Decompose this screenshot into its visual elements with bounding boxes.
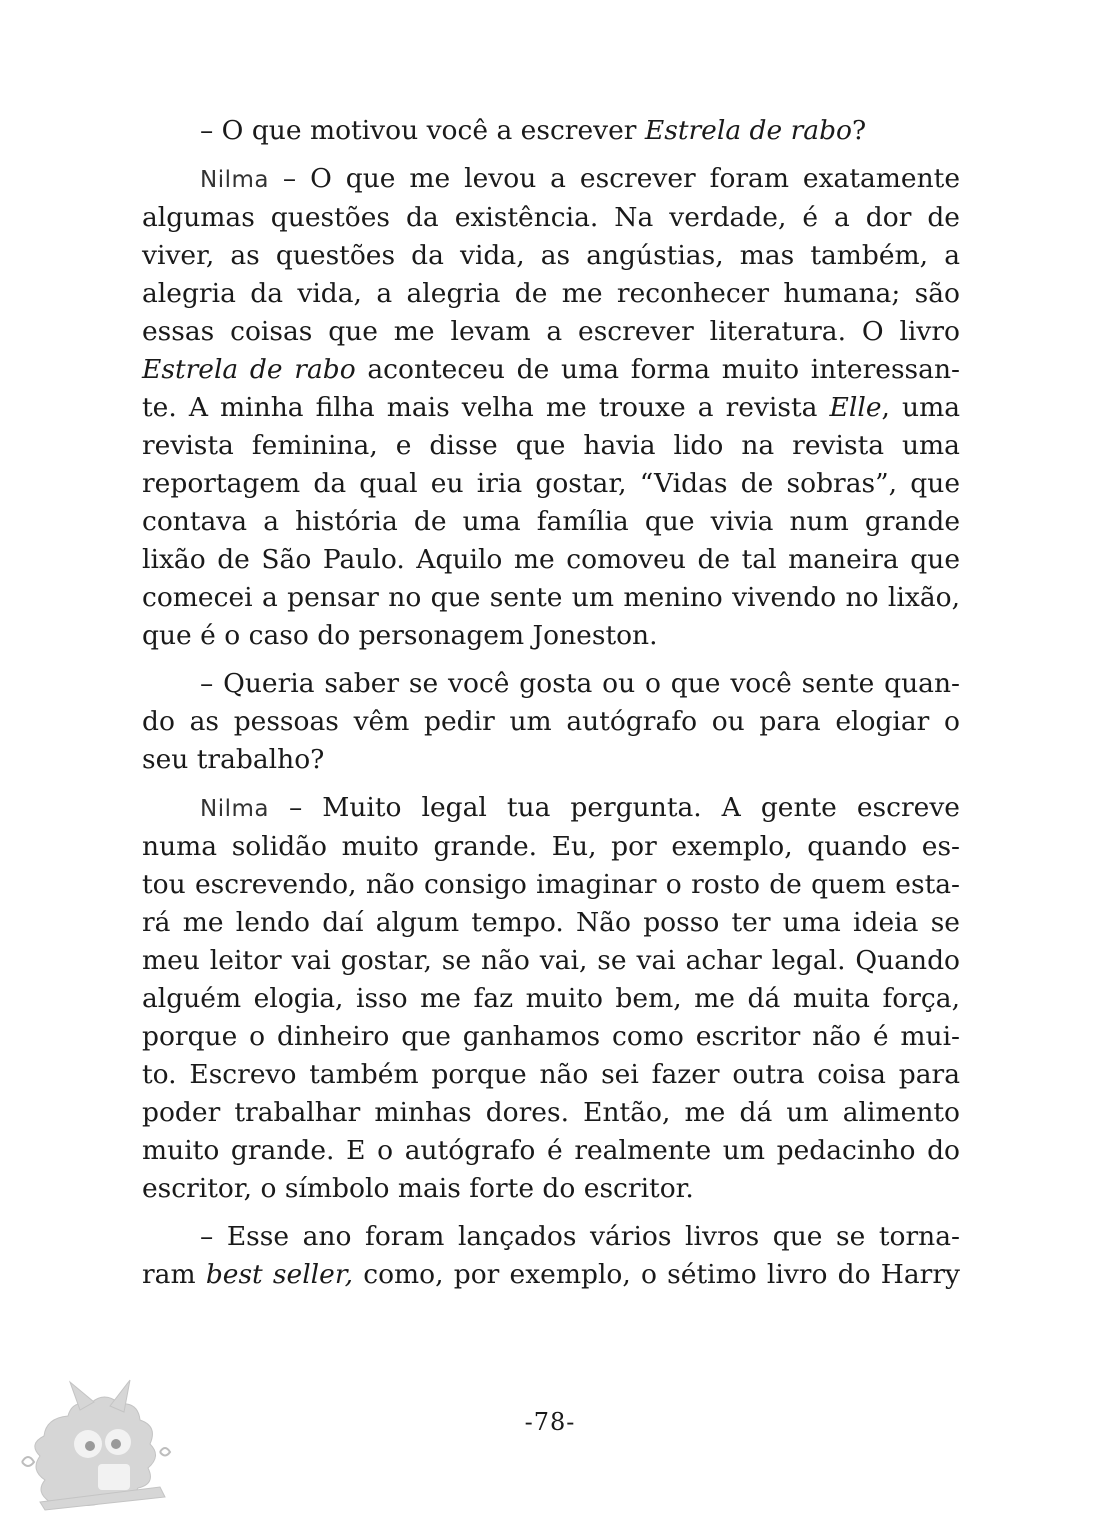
text-line	[142, 199, 960, 237]
text-segment: lixão de São Paulo. Aquilo me comoveu de tal maneira que	[142, 544, 960, 575]
speaker-label: Nilma	[200, 167, 269, 193]
text-segment: revista feminina, e disse que havia lido na revista uma	[142, 430, 960, 461]
text-line	[142, 617, 960, 655]
italic-title: Estrela de rabo	[644, 115, 853, 146]
text-segment: algumas questões da existência. Na verdade, é a dor de	[142, 202, 960, 233]
text-line	[142, 313, 960, 351]
text-line	[142, 789, 960, 828]
text-segment: como, por exemplo, o sétimo livro do Harry	[353, 1259, 960, 1290]
text-segment: reportagem da qual eu iria gostar, “Vidas de sobras”, que	[142, 468, 960, 499]
text-line	[142, 465, 960, 503]
text-segment: viver, as questões da vida, as angústias, mas também, a	[142, 240, 960, 271]
italic-title: Estrela de rabo	[142, 354, 356, 385]
text-segment: aconteceu de uma forma muito interessan-	[355, 354, 960, 385]
text-line	[142, 665, 960, 703]
text-line	[142, 112, 960, 150]
text-segment: to. Escrevo também porque não sei fazer outra coisa para	[142, 1059, 960, 1090]
text-segment: seu trabalho?	[142, 744, 325, 775]
text-segment: contava a história de uma família que vivia num grande	[142, 506, 960, 537]
text-segment: , uma	[881, 392, 960, 423]
cartoon-mascot-icon	[10, 1352, 175, 1512]
text-line	[142, 703, 960, 741]
text-line	[142, 237, 960, 275]
text-line	[142, 275, 960, 313]
text-line	[142, 579, 960, 617]
text-segment: numa solidão muito grande. Eu, por exemplo, quando es-	[142, 831, 960, 862]
text-segment: ?	[852, 115, 867, 146]
text-line	[142, 942, 960, 980]
italic-title: Elle	[829, 392, 882, 423]
text-line	[142, 1094, 960, 1132]
answer-paragraph	[142, 160, 960, 655]
text-segment: essas coisas que me levam a escrever literatura. O livro	[142, 316, 960, 347]
page-number: -78-	[524, 1408, 576, 1436]
text-line	[142, 741, 960, 779]
italic-title: best seller,	[205, 1259, 354, 1290]
text-line	[142, 866, 960, 904]
text-line	[142, 160, 960, 199]
text-segment: – O que motivou você a escrever	[200, 115, 645, 146]
text-segment: alegria da vida, a alegria de me reconhecer humana; são	[142, 278, 960, 309]
text-line	[142, 904, 960, 942]
text-segment: – Muito legal tua pergunta. A gente escreve	[268, 792, 960, 823]
speaker-label: Nilma	[200, 796, 269, 822]
text-segment: alguém elogia, isso me faz muito bem, me dá muita força,	[142, 983, 960, 1014]
text-segment: – O que me levou a escrever foram exatamente	[268, 163, 960, 194]
text-segment: muito grande. E o autógrafo é realmente um pedacinho do	[142, 1135, 960, 1166]
text-segment: meu leitor vai gostar, se não vai, se vai achar legal. Quando	[142, 945, 960, 976]
text-segment: porque o dinheiro que ganhamos como escritor não é mui-	[142, 1021, 960, 1052]
text-segment: rá me lendo daí algum tempo. Não posso ter uma ideia se	[142, 907, 960, 938]
text-segment: escritor, o símbolo mais forte do escritor.	[142, 1173, 694, 1204]
question-paragraph	[142, 112, 960, 150]
body-text	[142, 112, 960, 1304]
text-segment: tou escrevendo, não consigo imaginar o rosto de quem esta-	[142, 869, 960, 900]
answer-paragraph	[142, 789, 960, 1208]
text-line	[142, 389, 960, 427]
text-line	[142, 503, 960, 541]
text-line	[142, 427, 960, 465]
text-segment: – Esse ano foram lançados vários livros que se torna-	[200, 1221, 960, 1252]
text-segment: do as pessoas vêm pedir um autógrafo ou para elogiar o	[142, 706, 960, 737]
text-line	[142, 1056, 960, 1094]
text-line	[142, 980, 960, 1018]
question-paragraph	[142, 1218, 960, 1294]
text-segment: ram	[142, 1259, 206, 1290]
text-line	[142, 1218, 960, 1256]
text-segment: poder trabalhar minhas dores. Então, me dá um alimento	[142, 1097, 960, 1128]
text-line	[142, 828, 960, 866]
text-segment: comecei a pensar no que sente um menino vivendo no lixão,	[142, 582, 960, 613]
text-line	[142, 1256, 960, 1294]
text-line	[142, 1132, 960, 1170]
text-segment: te. A minha filha mais velha me trouxe a revista	[142, 392, 830, 423]
text-segment: que é o caso do personagem Joneston.	[142, 620, 658, 651]
text-line	[142, 351, 960, 389]
text-segment: – Queria saber se você gosta ou o que você sente quan-	[200, 668, 960, 699]
text-line	[142, 541, 960, 579]
text-line	[142, 1018, 960, 1056]
text-line	[142, 1170, 960, 1208]
question-paragraph	[142, 665, 960, 779]
